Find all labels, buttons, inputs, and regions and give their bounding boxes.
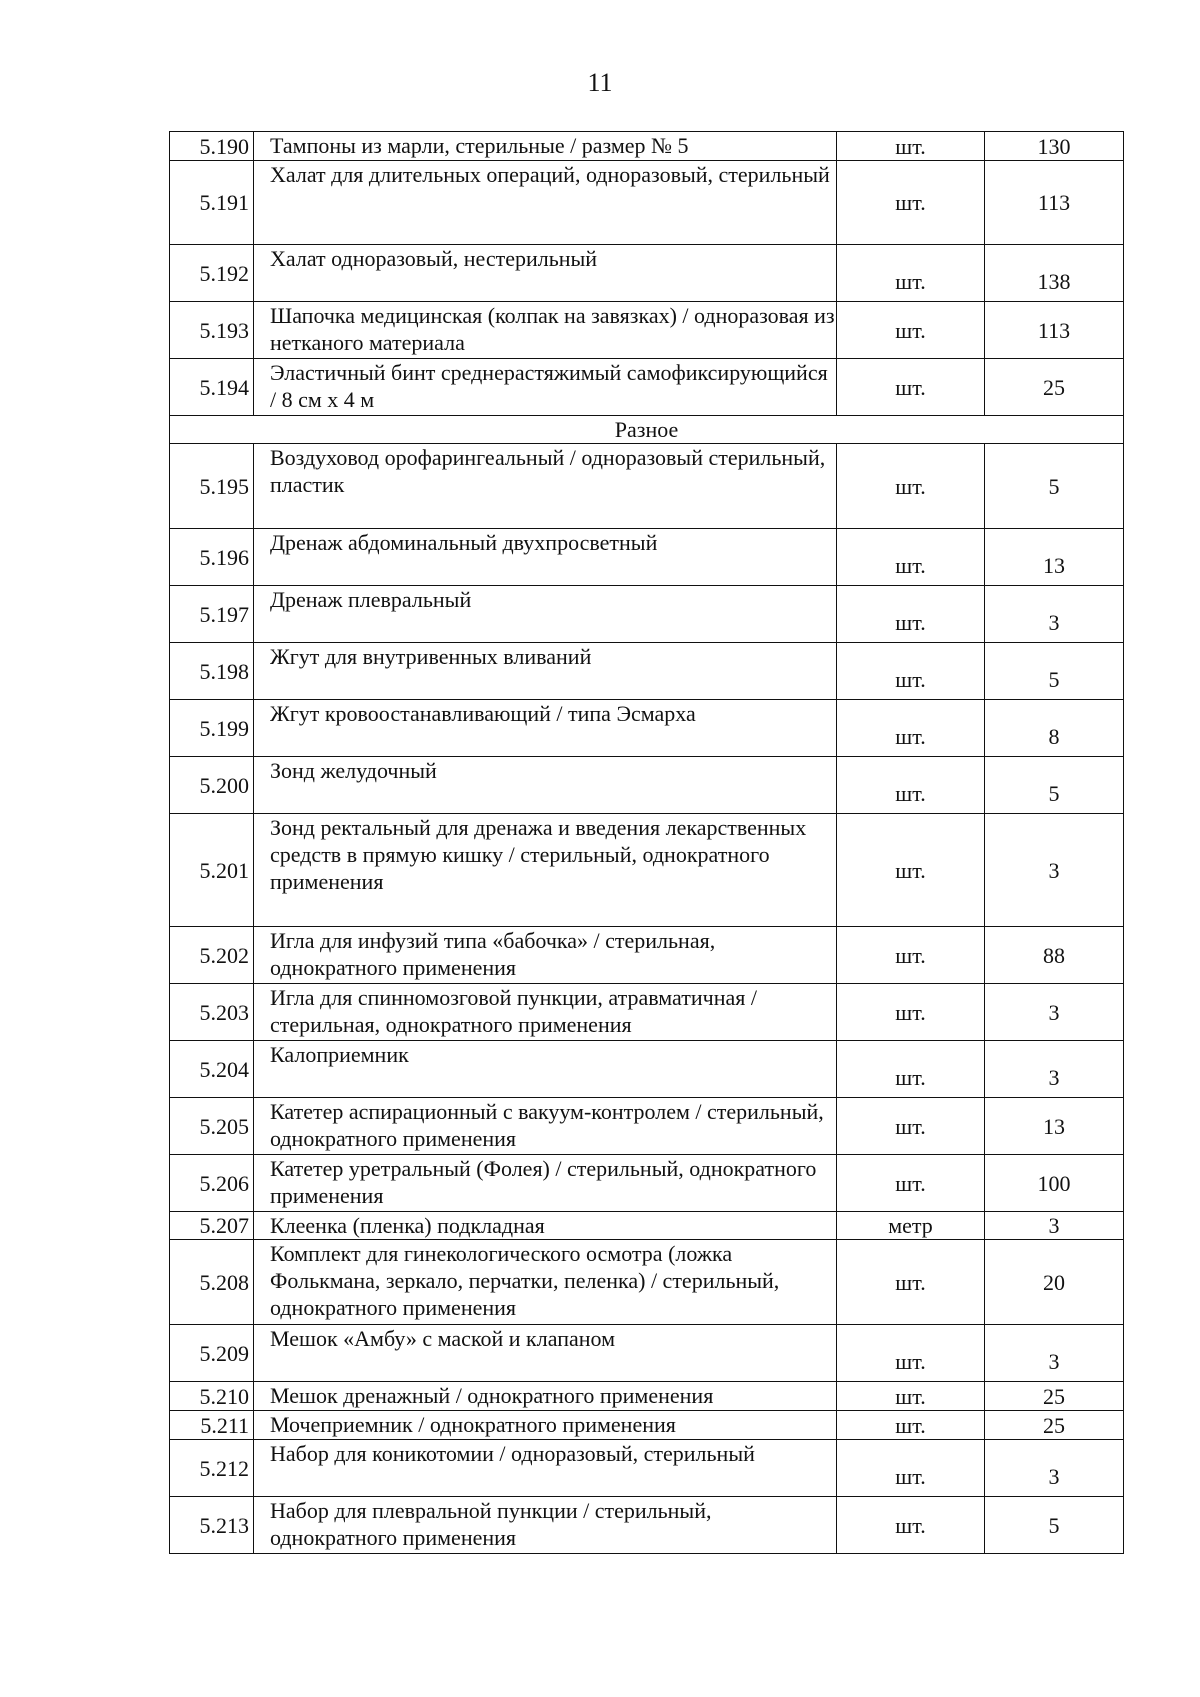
table-row	[170, 245, 1124, 302]
item-name: Мешок «Амбу» с маской и клапаном	[254, 1325, 837, 1382]
table-row	[170, 444, 1124, 529]
unit-of-measure: шт.	[837, 586, 985, 643]
unit-of-measure: шт.	[837, 444, 985, 529]
item-name: Комплект для гинекологического осмотра (ложка Фолькмана, зеркало, перчатки, пеленка) / стерильный, однократного применения	[254, 1240, 837, 1325]
table-row	[170, 1041, 1124, 1098]
table-row	[170, 814, 1124, 927]
row-number: 5.205	[170, 1098, 254, 1155]
table-row	[170, 643, 1124, 700]
table-row	[170, 1240, 1124, 1325]
quantity: 113	[985, 161, 1124, 245]
item-name: Зонд желудочный	[254, 757, 837, 814]
quantity: 5	[985, 444, 1124, 529]
row-number: 5.213	[170, 1497, 254, 1554]
quantity: 3	[985, 1212, 1124, 1240]
table-row	[170, 1325, 1124, 1382]
item-name: Клеенка (пленка) подкладная	[254, 1212, 837, 1240]
quantity: 88	[985, 927, 1124, 984]
item-name: Набор для плевральной пункции / стерильный, однократного применения	[254, 1497, 837, 1554]
unit-of-measure: метр	[837, 1212, 985, 1240]
row-number: 5.199	[170, 700, 254, 757]
unit-of-measure: шт.	[837, 757, 985, 814]
row-number: 5.190	[170, 132, 254, 161]
row-number: 5.211	[170, 1411, 254, 1440]
table-row	[170, 984, 1124, 1041]
quantity: 130	[985, 132, 1124, 161]
table-row	[170, 132, 1124, 161]
unit-of-measure: шт.	[837, 927, 985, 984]
unit-of-measure: шт.	[837, 700, 985, 757]
row-number: 5.207	[170, 1212, 254, 1240]
quantity: 3	[985, 1325, 1124, 1382]
table-row	[170, 586, 1124, 643]
row-number: 5.206	[170, 1155, 254, 1212]
table-row	[170, 529, 1124, 586]
item-name: Дренаж плевральный	[254, 586, 837, 643]
item-name: Халат для длительных операций, одноразовый, стерильный	[254, 161, 837, 245]
unit-of-measure: шт.	[837, 1440, 985, 1497]
item-name: Дренаж абдоминальный двухпросветный	[254, 529, 837, 586]
row-number: 5.204	[170, 1041, 254, 1098]
item-name: Жгут для внутривенных вливаний	[254, 643, 837, 700]
item-name: Жгут кровоостанавливающий / типа Эсмарха	[254, 700, 837, 757]
quantity: 113	[985, 302, 1124, 359]
table-row	[170, 1382, 1124, 1411]
quantity: 25	[985, 359, 1124, 416]
table-row	[170, 1098, 1124, 1155]
unit-of-measure: шт.	[837, 1497, 985, 1554]
row-number: 5.201	[170, 814, 254, 927]
unit-of-measure: шт.	[837, 359, 985, 416]
quantity: 3	[985, 586, 1124, 643]
unit-of-measure: шт.	[837, 984, 985, 1041]
quantity: 3	[985, 1041, 1124, 1098]
quantity: 138	[985, 245, 1124, 302]
row-number: 5.209	[170, 1325, 254, 1382]
quantity: 3	[985, 984, 1124, 1041]
item-name: Игла для инфузий типа «бабочка» / стерильная, однократного применения	[254, 927, 837, 984]
quantity: 13	[985, 529, 1124, 586]
item-name: Калоприемник	[254, 1041, 837, 1098]
row-number: 5.192	[170, 245, 254, 302]
row-number: 5.203	[170, 984, 254, 1041]
quantity: 13	[985, 1098, 1124, 1155]
unit-of-measure: шт.	[837, 132, 985, 161]
table-row	[170, 757, 1124, 814]
quantity: 5	[985, 757, 1124, 814]
table-row	[170, 359, 1124, 416]
unit-of-measure: шт.	[837, 1041, 985, 1098]
table-row	[170, 161, 1124, 245]
item-name: Эластичный бинт среднерастяжимый самофиксирующийся / 8 см х 4 м	[254, 359, 837, 416]
unit-of-measure: шт.	[837, 1382, 985, 1411]
unit-of-measure: шт.	[837, 1240, 985, 1325]
quantity: 100	[985, 1155, 1124, 1212]
page-number: 11	[587, 68, 613, 97]
quantity: 3	[985, 814, 1124, 927]
quantity: 8	[985, 700, 1124, 757]
row-number: 5.212	[170, 1440, 254, 1497]
row-number: 5.197	[170, 586, 254, 643]
quantity: 20	[985, 1240, 1124, 1325]
item-name: Воздуховод орофарингеальный / одноразовый стерильный, пластик	[254, 444, 837, 529]
table-row	[170, 1212, 1124, 1240]
item-name: Мочеприемник / однократного применения	[254, 1411, 837, 1440]
quantity: 25	[985, 1411, 1124, 1440]
row-number: 5.196	[170, 529, 254, 586]
unit-of-measure: шт.	[837, 643, 985, 700]
item-name: Зонд ректальный для дренажа и введения лекарственных средств в прямую кишку / стерильный, однократного применения	[254, 814, 837, 927]
quantity: 25	[985, 1382, 1124, 1411]
table-row	[170, 1440, 1124, 1497]
table-row	[170, 302, 1124, 359]
row-number: 5.202	[170, 927, 254, 984]
item-name: Тампоны из марли, стерильные / размер № 5	[254, 132, 837, 161]
item-name: Мешок дренажный / однократного применения	[254, 1382, 837, 1411]
item-name: Шапочка медицинская (колпак на завязках) / одноразовая из нетканого материала	[254, 302, 837, 359]
item-name: Катетер аспирационный с вакуум-контролем / стерильный, однократного применения	[254, 1098, 837, 1155]
table-row	[170, 1155, 1124, 1212]
unit-of-measure: шт.	[837, 302, 985, 359]
row-number: 5.198	[170, 643, 254, 700]
table-row	[170, 1497, 1124, 1554]
supplies-table-body	[170, 132, 1124, 1554]
unit-of-measure: шт.	[837, 1411, 985, 1440]
quantity: 3	[985, 1440, 1124, 1497]
item-name: Игла для спинномозговой пункции, атравматичная / стерильная, однократного применения	[254, 984, 837, 1041]
supplies-table	[169, 131, 1124, 1554]
row-number: 5.195	[170, 444, 254, 529]
item-name: Набор для коникотомии / одноразовый, стерильный	[254, 1440, 837, 1497]
quantity: 5	[985, 643, 1124, 700]
unit-of-measure: шт.	[837, 1155, 985, 1212]
unit-of-measure: шт.	[837, 1098, 985, 1155]
unit-of-measure: шт.	[837, 1325, 985, 1382]
row-number: 5.194	[170, 359, 254, 416]
row-number: 5.208	[170, 1240, 254, 1325]
row-number: 5.210	[170, 1382, 254, 1411]
quantity: 5	[985, 1497, 1124, 1554]
unit-of-measure: шт.	[837, 814, 985, 927]
section-row	[170, 416, 1124, 444]
table-row	[170, 700, 1124, 757]
section-heading: Разное	[170, 416, 1124, 444]
row-number: 5.191	[170, 161, 254, 245]
unit-of-measure: шт.	[837, 245, 985, 302]
item-name: Катетер уретральный (Фолея) / стерильный, однократного применения	[254, 1155, 837, 1212]
unit-of-measure: шт.	[837, 529, 985, 586]
unit-of-measure: шт.	[837, 161, 985, 245]
table-row	[170, 1411, 1124, 1440]
item-name: Халат одноразовый, нестерильный	[254, 245, 837, 302]
row-number: 5.193	[170, 302, 254, 359]
table-row	[170, 927, 1124, 984]
row-number: 5.200	[170, 757, 254, 814]
